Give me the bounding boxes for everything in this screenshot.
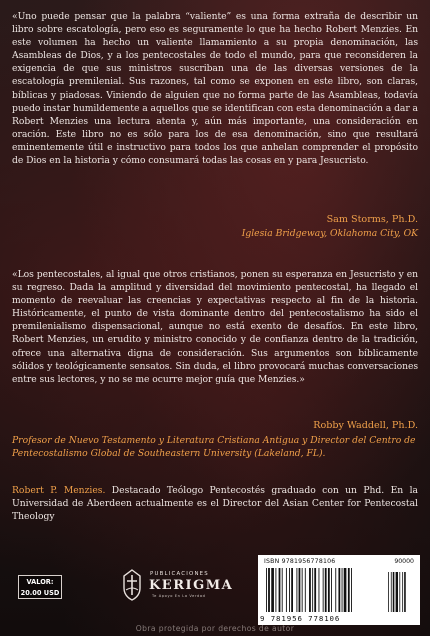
isbn-addon: 90000: [394, 558, 414, 565]
isbn-label: ISBN 9781956778106: [264, 558, 336, 565]
author-bio-text: Destacado Teólogo Pentecostés graduado con un Phd. En la Universidad de Aberdeen actualmente es el Director del Asian Center for Pentecostal Theology: [12, 485, 418, 523]
barcode-bars: [264, 568, 414, 612]
price-box: [18, 575, 62, 599]
endorsement-1-affiliation: Iglesia Bridgeway, Oklahoma City, OK: [241, 228, 418, 239]
price-label: VALOR:: [26, 578, 54, 586]
isbn-barcode: [258, 555, 420, 625]
isbn-digits: 9 781956 778106: [260, 614, 341, 623]
author-bio: [12, 484, 418, 523]
author-bio-name: Robert P. Menzies.: [12, 485, 106, 496]
publisher-logo: [118, 566, 238, 604]
endorsement-2-affiliation: Profesor de Nuevo Testamento y Literatura Cristiana Antigua y Director del Centro de Pentecostalismo Global de Southeastern University (Lakeland, FL).: [12, 435, 416, 459]
endorsement-2-text: «Los pentecostales, al igual que otros cristianos, ponen su esperanza en Jesucristo y en su regreso. Dada la amplitud y diversidad del movimiento pentecostal, ha llegado el momento de reevaluar las creencias y expectativas respecto al fin de la historia. Históricamente, el punto de vista dominante dentro del pentecostalismo ha sido el premilenialismo dispensacional, aunque no está exento de desafíos. En este libro, Robert Menzies, un erudito y ministro conocido y de confianza dentro de la tradición, ofrece una alternativa digna de consideración. Sus argumentos son bíblicamente sólidos y teológicamente sensatos. Sin duda, el libro provocará muchas conversaciones entre sus lectores, y no se me ocurre mejor guía que Menzies.»: [12, 269, 418, 385]
endorsement-1-text: «Uno puede pensar que la palabra “valiente” es una forma extraña de describir un libro sobre escatología, pero eso es seguramente lo que ha hecho Robert Menzies. En este volumen ha hecho un valiente llamamiento a su propia denominación, las Asambleas de Dios, y a los pentecostales de todo el mundo, para que reconsideren la exigencia de que sus ministros suscriban una de las diversas versiones de la escatología premilenial. Sus razones, tal como se exponen en este libro, son claras, bíblicas y piadosas. Viniendo de alguien que no forma parte de las Asambleas, todavía puedo instar humildemente a aquellos que se identifican con esta denominación a dar a Robert Menzies una lectura atenta y, aún más importante, una consideración en oración. Este libro no es sólo para los de esa denominación, sino que resultará eminentemente útil e instructivo para todos los que anhelan comprender el propósito de Dios en la historia y cómo consumará todas las cosas en y para Jesucristo.: [12, 11, 418, 167]
endorsement-1-author: Sam Storms, Ph.D.: [326, 214, 418, 225]
endorsement-2-author: Robby Waddell, Ph.D.: [313, 420, 418, 431]
price-value: 20.00 USD: [20, 589, 60, 597]
publisher-line1: PUBLICACIONES: [150, 571, 209, 577]
kerigma-emblem-icon: [118, 568, 146, 602]
publisher-name: KERIGMA: [149, 578, 234, 593]
copyright-watermark: Obra protegida por derechos de autor: [135, 624, 295, 633]
publisher-tagline: Te Apoyo En La Verdad: [152, 594, 206, 598]
